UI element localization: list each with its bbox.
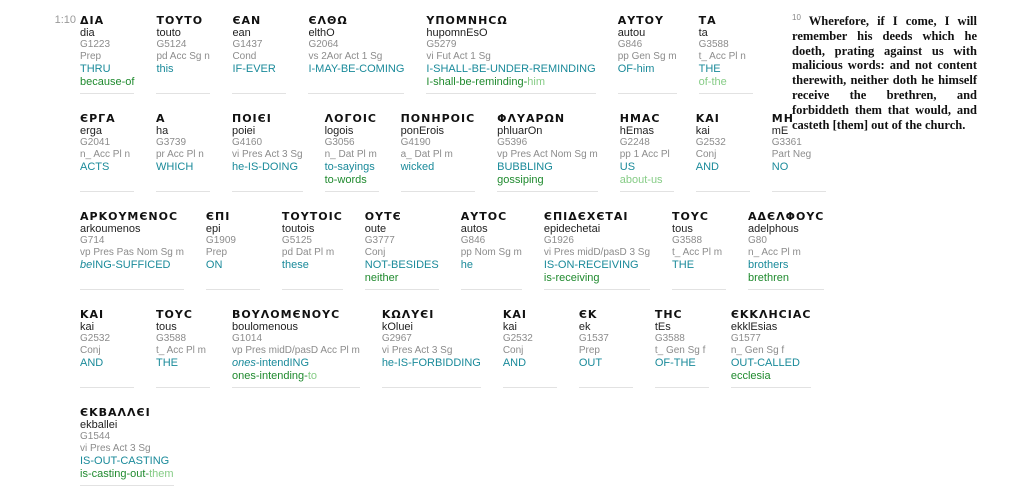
word-block[interactable] <box>232 14 286 112</box>
literal-gloss <box>579 370 633 383</box>
word-block[interactable] <box>461 210 522 308</box>
transliteration: ekballei <box>80 419 118 431</box>
literal-gloss <box>618 76 677 89</box>
word-block[interactable] <box>156 308 210 406</box>
greek-word: ΜΗ <box>771 112 794 125</box>
concordant-gloss: NO <box>771 161 789 173</box>
transliteration: elthO <box>308 27 335 39</box>
word-divider <box>282 289 343 290</box>
strongs-number: G80 <box>748 235 767 246</box>
concordant-gloss: ON <box>205 259 223 271</box>
concordant-gloss: I-SHALL-BE-UNDER-REMINDING <box>426 63 596 75</box>
concordant-gloss: OF-him <box>617 63 655 75</box>
morphology: vi Fut Act 1 Sg <box>426 51 491 62</box>
word-block[interactable] <box>232 308 360 406</box>
literal-gloss <box>497 174 598 187</box>
literal-gloss <box>772 174 826 187</box>
concordant-gloss: AND <box>502 357 527 369</box>
morphology: Cond <box>232 51 257 62</box>
concordant-italic-part: ones <box>232 357 256 369</box>
greek-word: ЄΑΝ <box>232 14 262 27</box>
literal-gloss <box>696 174 750 187</box>
concordant-gloss: THE <box>156 357 178 369</box>
morphology: vp Pres Act Nom Sg m <box>497 149 598 160</box>
morphology: n_ Gen Sg f <box>730 345 785 356</box>
concordant-gloss: WHICH <box>156 161 194 173</box>
word-divider <box>401 191 476 192</box>
interlinear-panel <box>54 14 825 504</box>
word-divider <box>655 387 709 388</box>
word-block[interactable] <box>206 210 260 308</box>
transliteration: kai <box>502 321 517 333</box>
transliteration: tous <box>672 223 693 235</box>
literal-gloss <box>748 272 824 285</box>
word-block[interactable] <box>401 112 476 210</box>
greek-word: ΑΥΤΟΥ <box>617 14 664 27</box>
literal-gloss <box>461 272 522 285</box>
morphology: t_ Acc Pl m <box>672 247 723 258</box>
greek-word: ΤΟΥΤΟΙϹ <box>281 210 343 223</box>
concordant-gloss: these <box>281 259 309 271</box>
concordant-gloss: US <box>619 161 636 173</box>
morphology: Prep <box>578 345 600 356</box>
strongs-number: G1926 <box>543 235 574 246</box>
literal-gloss <box>655 370 709 383</box>
strongs-number: G3588 <box>654 333 685 344</box>
morphology: Conj <box>502 345 524 356</box>
transliteration: kOluei <box>381 321 413 333</box>
literal-main: ecclesia <box>730 370 771 382</box>
morphology: Conj <box>80 345 101 356</box>
strongs-number: G2967 <box>381 333 412 344</box>
morphology: pp Gen Sg m <box>617 51 677 62</box>
literal-main: because-of <box>80 76 135 88</box>
concordant-gloss: to-sayings <box>324 161 375 173</box>
strongs-number: G5279 <box>426 39 457 50</box>
strongs-number: G1537 <box>578 333 609 344</box>
strongs-number: G3361 <box>771 137 802 148</box>
concordant-gloss: BUBBLING <box>497 161 553 173</box>
word-divider <box>325 191 379 192</box>
word-divider <box>672 289 726 290</box>
strongs-number: G846 <box>460 235 486 246</box>
concordant-gloss: I-MAY-BE-COMING <box>308 63 405 75</box>
transliteration: autou <box>617 27 646 39</box>
word-block[interactable] <box>620 112 674 210</box>
morphology: vi Pres midD/pasD 3 Sg <box>543 247 651 258</box>
word-divider <box>232 191 303 192</box>
strongs-number: G2248 <box>619 137 650 148</box>
concordant-gloss: NOT-BESIDES <box>364 259 439 271</box>
concordant-gloss: wicked <box>400 161 435 173</box>
word-block[interactable] <box>699 14 753 112</box>
morphology: t_ Acc Pl n <box>698 51 746 62</box>
word-divider <box>156 387 210 388</box>
concordant-gloss: IS-ON-RECEIVING <box>543 259 639 271</box>
word-block[interactable] <box>579 308 633 406</box>
literal-main: to-words <box>324 174 367 186</box>
strongs-number: G714 <box>80 235 105 246</box>
interlinear-row <box>80 14 770 112</box>
word-divider <box>772 191 826 192</box>
strongs-number: G1909 <box>205 235 236 246</box>
morphology: pr Acc Pl n <box>156 149 204 160</box>
literal-main: is-casting-out- <box>80 468 150 480</box>
strongs-number: G2532 <box>80 333 111 344</box>
concordant-gloss: THRU <box>80 63 111 75</box>
morphology: vi Pres Act 3 Sg <box>232 149 303 160</box>
kjv-verse-text: Wherefore, if I come, I will remember his deeds which he doeth, prating against us with malicious words: and not content therewith, neither doth he himself receive the brethren, and forbiddeth them that would, and casteth [them] out of the church. <box>792 14 977 132</box>
word-block[interactable] <box>80 210 184 308</box>
greek-word: ЄΚΚΛΗϹΙΑϹ <box>730 308 812 321</box>
transliteration: hEmas <box>619 125 654 137</box>
word-block[interactable] <box>80 308 134 406</box>
greek-word: ΚΩΛΥЄΙ <box>381 308 435 321</box>
morphology: vi Pres Act 3 Sg <box>381 345 453 356</box>
greek-word: ΥΠΟΜΝΗϹΩ <box>426 14 508 27</box>
literal-gloss <box>731 370 812 383</box>
word-block[interactable] <box>544 210 650 308</box>
literal-implied: of-the <box>698 76 727 88</box>
concordant-rest: -intendING <box>255 357 310 369</box>
strongs-number: G846 <box>617 39 643 50</box>
strongs-number: G2532 <box>502 333 533 344</box>
strongs-number: G4160 <box>232 137 263 148</box>
morphology: Prep <box>80 51 102 62</box>
strongs-number: G1437 <box>232 39 263 50</box>
transliteration: ean <box>232 27 251 39</box>
concordant-rest: ING-SUFFICED <box>92 259 171 271</box>
word-divider <box>748 289 824 290</box>
morphology: Part Neg <box>771 149 812 160</box>
transliteration: dia <box>80 27 95 39</box>
literal-implied: about-us <box>619 174 663 186</box>
strongs-number: G5125 <box>281 235 312 246</box>
morphology: pp Nom Sg m <box>460 247 522 258</box>
literal-main: gossiping <box>497 174 544 186</box>
greek-word: ΛΟΓΟΙϹ <box>324 112 377 125</box>
concordant-gloss: OUT-CALLED <box>730 357 800 369</box>
literal-main: is-receiving <box>543 272 600 284</box>
transliteration: ekklEsias <box>730 321 778 333</box>
greek-word: ЄΛΘΩ <box>308 14 348 27</box>
word-divider <box>544 289 650 290</box>
greek-word: ΔΙΑ <box>80 14 105 27</box>
word-block[interactable] <box>503 308 557 406</box>
transliteration: autos <box>460 223 488 235</box>
transliteration: ek <box>578 321 591 333</box>
literal-gloss <box>426 76 595 89</box>
word-divider <box>156 191 210 192</box>
literal-gloss <box>206 272 260 285</box>
transliteration: oute <box>364 223 387 235</box>
kjv-verse-number: 10 <box>792 13 801 22</box>
morphology: Conj <box>364 247 386 258</box>
greek-word: ΦΛΥΑΡΩΝ <box>497 112 566 125</box>
greek-word: ΠΟΙЄΙ <box>232 112 272 125</box>
word-divider <box>232 93 286 94</box>
literal-gloss <box>401 174 476 187</box>
literal-gloss <box>620 174 674 187</box>
word-block[interactable] <box>80 406 174 504</box>
literal-gloss <box>80 272 184 285</box>
word-block[interactable] <box>748 210 824 308</box>
word-block[interactable] <box>80 112 134 210</box>
concordant-gloss: brothers <box>748 259 789 271</box>
concordant-gloss: THE <box>698 63 721 75</box>
strongs-number: G3056 <box>324 137 355 148</box>
literal-main: I-shall-be-reminding- <box>426 76 528 88</box>
greek-word: ΑΥΤΟϹ <box>460 210 508 223</box>
transliteration: poiei <box>232 125 256 137</box>
greek-word: ΤΟΥϹ <box>156 308 193 321</box>
word-block[interactable] <box>282 210 343 308</box>
transliteration: touto <box>156 27 181 39</box>
literal-main: ones-intending- <box>232 370 308 382</box>
literal-gloss <box>325 174 379 187</box>
greek-word: ЄΚΒΑΛΛЄΙ <box>80 406 151 419</box>
literal-main: neither <box>364 272 399 284</box>
concordant-gloss: AND <box>695 161 719 173</box>
concordant-gloss: IS-OUT-CASTING <box>80 455 170 467</box>
morphology: Conj <box>695 149 717 160</box>
word-block[interactable] <box>232 112 303 210</box>
morphology: vs 2Aor Act 1 Sg <box>308 51 383 62</box>
morphology: vi Pres Act 3 Sg <box>80 443 151 454</box>
strongs-number: G1223 <box>80 39 111 50</box>
word-divider <box>426 93 595 94</box>
word-divider <box>365 289 439 290</box>
word-divider <box>80 387 134 388</box>
literal-gloss <box>544 272 650 285</box>
word-block[interactable] <box>325 112 379 210</box>
interlinear-rows <box>80 14 825 504</box>
morphology: n_ Acc Pl m <box>748 247 801 258</box>
literal-implied: to <box>307 370 318 382</box>
transliteration: erga <box>80 125 103 137</box>
word-block[interactable] <box>497 112 598 210</box>
strongs-number: G2532 <box>695 137 726 148</box>
strongs-number: G1577 <box>730 333 761 344</box>
morphology: n_ Dat Pl m <box>324 149 377 160</box>
literal-gloss <box>672 272 726 285</box>
word-block[interactable] <box>655 308 709 406</box>
morphology: vp Pres midD/pasD Acc Pl m <box>232 345 360 356</box>
concordant-gloss: IF-EVER <box>232 63 276 75</box>
word-divider <box>579 387 633 388</box>
greek-word: ΒΟΥΛΟΜЄΝΟΥϹ <box>232 308 341 321</box>
concordant-gloss: AND <box>80 357 104 369</box>
transliteration: kai <box>695 125 710 137</box>
greek-word: ΑΡΚΟΥΜЄΝΟϹ <box>80 210 179 223</box>
greek-word: ΗΜΑϹ <box>619 112 661 125</box>
strongs-number: G1014 <box>232 333 263 344</box>
morphology: Prep <box>205 247 228 258</box>
strongs-number: G3739 <box>156 137 187 148</box>
literal-gloss <box>308 76 404 89</box>
kjv-translation <box>792 14 977 132</box>
literal-gloss <box>80 370 134 383</box>
morphology: t_ Gen Sg f <box>654 345 706 356</box>
transliteration: adelphous <box>748 223 799 235</box>
literal-gloss <box>282 272 343 285</box>
morphology: vp Pres Pas Nom Sg m <box>80 247 184 258</box>
strongs-number: G3777 <box>364 235 395 246</box>
literal-gloss <box>699 76 753 89</box>
greek-word: ЄΡΓΑ <box>80 112 116 125</box>
strongs-number: G2041 <box>80 137 111 148</box>
transliteration: mE <box>771 125 789 137</box>
greek-word: ΚΑΙ <box>695 112 720 125</box>
concordant-gloss: OUT <box>578 357 603 369</box>
literal-gloss <box>232 370 360 383</box>
strongs-number: G2064 <box>308 39 339 50</box>
concordant-gloss <box>80 259 184 272</box>
literal-gloss <box>156 174 210 187</box>
transliteration: boulomenous <box>232 321 299 333</box>
word-divider <box>156 93 210 94</box>
greek-word: ΤΑ <box>698 14 717 27</box>
concordant-gloss: ACTS <box>80 161 110 173</box>
morphology: pp 1 Acc Pl <box>619 149 670 160</box>
transliteration: epidechetai <box>543 223 601 235</box>
word-block[interactable] <box>308 14 404 112</box>
strongs-number: G5396 <box>497 137 528 148</box>
greek-word: ΚΑΙ <box>80 308 105 321</box>
greek-word: ΤΟΥϹ <box>672 210 709 223</box>
literal-implied: them <box>149 468 174 480</box>
transliteration: tEs <box>654 321 671 333</box>
transliteration: tous <box>156 321 177 333</box>
word-block[interactable] <box>618 14 677 112</box>
word-block[interactable] <box>382 308 481 406</box>
word-divider <box>80 93 134 94</box>
transliteration: epi <box>205 223 221 235</box>
verse-reference: 1:10 <box>54 14 76 26</box>
concordant-gloss: OF-THE <box>654 357 696 369</box>
literal-gloss <box>80 468 174 481</box>
greek-word: Α <box>156 112 166 125</box>
interlinear-row <box>80 308 812 406</box>
word-divider <box>503 387 557 388</box>
word-block[interactable] <box>426 14 595 112</box>
transliteration: toutois <box>281 223 315 235</box>
transliteration: ponErois <box>400 125 445 137</box>
concordant-gloss: this <box>156 63 174 75</box>
word-divider <box>232 387 360 388</box>
word-block[interactable] <box>156 112 210 210</box>
transliteration: arkoumenos <box>80 223 141 235</box>
word-block[interactable] <box>156 14 210 112</box>
word-block[interactable] <box>731 308 812 406</box>
interlinear-row <box>80 406 770 504</box>
morphology: pd Dat Pl m <box>281 247 335 258</box>
concordant-gloss: he-IS-FORBIDDING <box>381 357 481 369</box>
transliteration: ta <box>698 27 708 39</box>
concordant-gloss: he <box>460 259 473 271</box>
concordant-gloss <box>232 357 360 370</box>
word-divider <box>461 289 522 290</box>
word-divider <box>80 289 184 290</box>
word-divider <box>206 289 260 290</box>
literal-main: brethren <box>748 272 790 284</box>
literal-gloss <box>156 76 210 89</box>
literal-gloss <box>232 174 303 187</box>
concordant-gloss: THE <box>672 259 695 271</box>
strongs-number: G5124 <box>156 39 187 50</box>
greek-word: ЄΠΙ <box>205 210 231 223</box>
greek-word: ΑΔЄΛΦΟΥϹ <box>748 210 825 223</box>
word-divider <box>618 93 677 94</box>
literal-gloss <box>80 174 134 187</box>
transliteration: hupomnEsO <box>426 27 488 39</box>
morphology: a_ Dat Pl m <box>400 149 453 160</box>
strongs-number: G4190 <box>400 137 431 148</box>
word-divider <box>497 191 598 192</box>
interlinear-row <box>80 210 825 308</box>
word-block[interactable] <box>672 210 726 308</box>
strongs-number: G1544 <box>80 431 111 442</box>
strongs-number: G3588 <box>672 235 703 246</box>
word-block[interactable] <box>365 210 439 308</box>
word-divider <box>731 387 812 388</box>
word-divider <box>699 93 753 94</box>
greek-word: ЄΚ <box>578 308 598 321</box>
word-divider <box>308 93 404 94</box>
literal-gloss <box>365 272 439 285</box>
transliteration: ha <box>156 125 169 137</box>
interlinear-row <box>80 112 812 210</box>
literal-implied: him <box>527 76 545 88</box>
morphology: pd Acc Sg n <box>156 51 210 62</box>
literal-gloss <box>80 76 134 89</box>
word-block[interactable] <box>696 112 750 210</box>
transliteration: logois <box>324 125 354 137</box>
word-divider <box>80 485 174 486</box>
greek-word: ΤΗϹ <box>654 308 683 321</box>
literal-gloss <box>156 370 210 383</box>
word-block[interactable] <box>80 14 134 112</box>
transliteration: kai <box>80 321 95 333</box>
greek-word: ΠΟΝΗΡΟΙϹ <box>400 112 476 125</box>
transliteration: phluarOn <box>497 125 543 137</box>
literal-gloss <box>503 370 557 383</box>
literal-gloss <box>382 370 481 383</box>
concordant-italic-part: be <box>80 259 93 271</box>
greek-word: ЄΠΙΔЄΧЄΤΑΙ <box>543 210 629 223</box>
morphology: n_ Acc Pl n <box>80 149 131 160</box>
greek-word: ΤΟΥΤΟ <box>156 14 204 27</box>
greek-word: ΟΥΤЄ <box>364 210 402 223</box>
greek-word: ΚΑΙ <box>502 308 527 321</box>
strongs-number: G3588 <box>156 333 187 344</box>
literal-gloss <box>232 76 286 89</box>
word-divider <box>382 387 481 388</box>
morphology: t_ Acc Pl m <box>156 345 207 356</box>
word-divider <box>620 191 674 192</box>
strongs-number: G3588 <box>698 39 729 50</box>
concordant-gloss: he-IS-DOING <box>232 161 299 173</box>
word-divider <box>696 191 750 192</box>
word-divider <box>80 191 134 192</box>
